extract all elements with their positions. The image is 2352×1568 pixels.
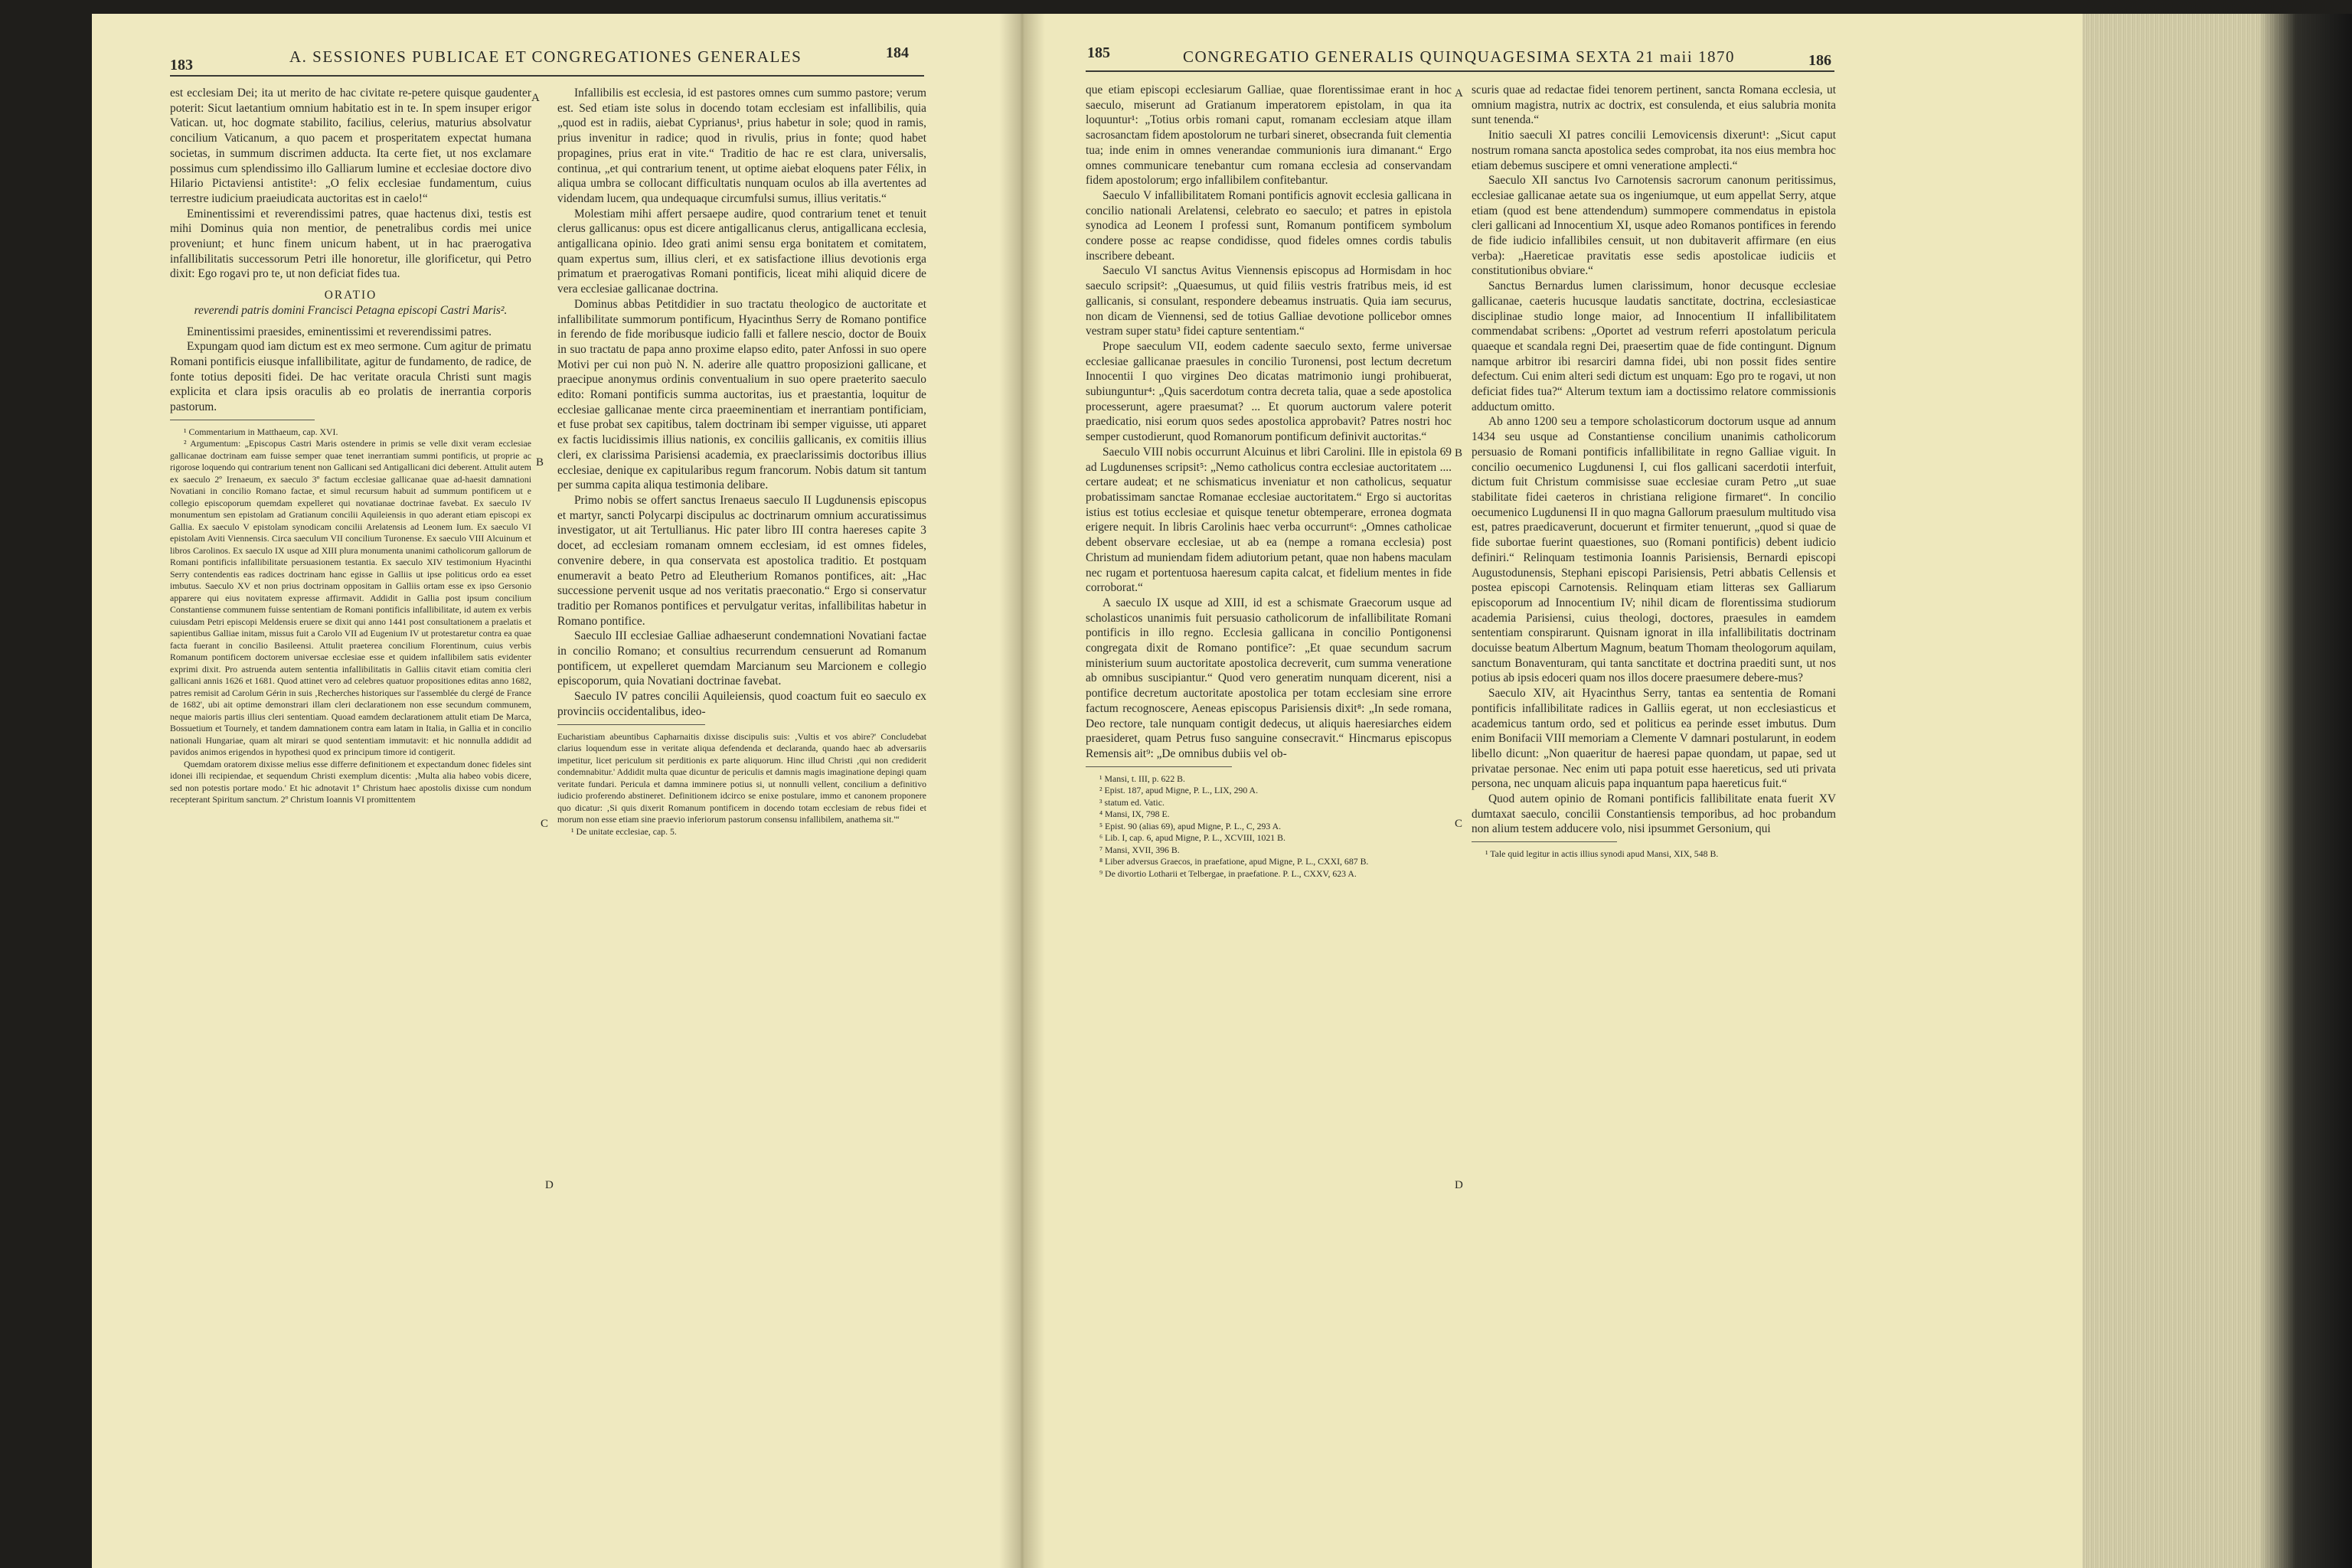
right-column-1 — [1086, 83, 1452, 1537]
margin-letter: B — [536, 456, 544, 469]
footnote: ⁵ Epist. 90 (alias 69), apud Migne, P. L., C, 293 A. — [1099, 820, 1282, 831]
paragraph: A saeculo IX usque ad XIII, id est a schismate Graecorum usque ad scholasticos unanimis fuit persuasio catholicorum de infallibilitate Romani pontificis in illo regno. Ecclesia gallicana in concilio Pontigonensi congregata dixit de Romano pontifice⁷: „Et quae secundum sacrum ministerium suum auctoritate apostolica decreverit, cum summa veneratione ab omnibus suscipiantur.“ Quod vero generatim nunquam dicerent, nisi a pontifice decretum auctoritate apostolica per totam ecclesiam sine errore factum recognoscere, Aeneas episcopus Parisiensis dixit⁸: „In sede romana, Deo rectore, tale nunquam contigit dedecus, ut aliquis haeresiarches eidem praesideret, quam Petrus fuso sanguine consecravit.“ Hincmarus episcopus Remensis ait⁹: „De omnibus dubiis vel ob- — [1086, 596, 1452, 760]
footnote: ³ statum ed. Vatic. — [1099, 796, 1165, 808]
footnote: Quemdam oratorem dixisse melius esse differre definitionem et expectandum donec fideles sint idonei illi recipiendae, et sequendum Christi exemplum dicentis: ‚Multa alia habeo vobis dicere, sed non potestis portare modo.' Et hic adnotavit 1º Christum haec apostolis dixisse cum nondum recepterant Spiritum sanctum. 2º Christum Ioannis VI promittentem — [170, 758, 531, 805]
footnotes — [557, 731, 926, 838]
margin-letter: A — [531, 92, 540, 104]
footnote: ¹ De unitate ecclesiae, cap. 5. — [571, 825, 677, 837]
footnote: ⁷ Mansi, XVII, 396 B. — [1099, 844, 1180, 855]
running-head-left: A. SESSIONES PUBLICAE ET CONGREGATIONES GENERALES — [289, 47, 802, 66]
footnote: ¹ Commentarium in Matthaeum, cap. XVI. — [184, 426, 338, 437]
left-column-1 — [170, 86, 531, 1540]
right-column-2 — [1472, 83, 1836, 1537]
footnotes — [1086, 773, 1452, 880]
paragraph: Prope saeculum VII, eodem cadente saeculo sexto, ferme universae ecclesiae gallicanae praesules in concilio Turonensi, post lectum decretum Innocentii I quo virgines Deo dicatas matrimonio iungi prohibuerat, subiunguntur⁴: „Quis sacerdotum contra decreta talia, quae a sede apostolica processerunt, agere praesumat? ... Et quorum auctorum valere poterit praedicatio, nisi eorum quos sedes apostolica approbavit? Patres nostri hoc semper custodierunt, quod Romanorum pontificum definivit auctoritas.“ — [1086, 339, 1452, 444]
footnote-rule — [1472, 841, 1617, 842]
running-head-right: CONGREGATIO GENERALIS QUINQUAGESIMA SEXTA 21 maii 1870 — [1183, 47, 1735, 66]
footnote-rule — [557, 724, 705, 725]
footnotes — [170, 426, 531, 806]
page-number: 184 — [886, 44, 909, 61]
footnote: ⁶ Lib. I, cap. 6, apud Migne, P. L., XCVIII, 1021 B. — [1099, 832, 1285, 844]
book-shadow — [2259, 14, 2352, 1568]
margin-letter: C — [1455, 818, 1463, 830]
paragraph: Primo nobis se offert sanctus Irenaeus saeculo II Lugdunensis episcopus et martyr, sancti Polycarpi discipulus ac doctrinarum omnium accuratissimus investigator, ut ait Tertullianus. Hic pater libro III contra haereses capite 3 docet, ad ecclesiam romanam omnem ecclesiam, id est omnes fideles, convenire debere, in qua conservata est apostolica traditio. Et postquam enumeravit a beato Petro ad Eleutherium Romanos pontifices, ait: „Hac successione pervenit usque ad nos veritatis praeconatio.“ Ergo si conservatur traditio per Romanos pontifices et pervulgatur veritas, infallibilitas habetur in Romano pontifice. — [557, 493, 926, 628]
footnote: ⁹ De divortio Lotharii et Telbergae, in praefatione. P. L., CXXV, 623 A. — [1099, 867, 1357, 879]
page-number: 185 — [1087, 44, 1110, 61]
paragraph: scuris quae ad redactae fidei tenorem pertinent, sancta Romana ecclesia, ut omnium magistra, nutrix ac doctrix, est consulenda, et eius salubria monita sunt tenenda.“ — [1472, 83, 1836, 127]
paragraph: Quod autem opinio de Romani pontificis fallibilitate enata fuerit XV dumtaxat saeculo, concilii Constantiensis temporibus, ad hoc probandum non alium testem adducere volo, nisi ipsummet Gersonium, qui — [1472, 792, 1836, 836]
book-gutter — [999, 14, 1045, 1568]
margin-letter: B — [1455, 447, 1463, 459]
paragraph: Eminentissimi et reverendissimi patres, quae hactenus dixi, testis est mihi Dominus quia non mentior, de penetralibus cordis mei unice proveniunt; et hunc finem unicum habent, ut in hac praerogativa infallibilitatis successorum Petri ille honoretur, ille glorificetur, qui Petro dixit: Ego rogavi pro te, ut non deficiat fides tua. — [170, 207, 531, 281]
paragraph: Infallibilis est ecclesia, id est pastores omnes cum summo pastore; verum est. Sed etiam iste solus in docendo totam ecclesiam est infallibilis, quia „quod est in radiis, aiebat Cyprianus¹, prius habetur in sole; quod in ramis, prius invenitur in radice; quod in rivulis, prius in fonte; quod habet propagines, prius erat in vite.“ Traditio de hac re est clara, universalis, continua, „et qui contrarium tenent, ut optime aiebat eloquens pater Félix, in aliqua umbra se collocant difficultatis nunquam oculos ab illa avertentes ad videndam lucem, qua undequaque circumfulsi sumus, illius veritatis.“ — [557, 87, 926, 205]
paragraph: Ab anno 1200 seu a tempore scholasticorum doctorum usque ad annum 1434 seu usque ad Constantiense concilium unanimis catholicorum persuasio de Romani pontificis infallibilitate in regno Galliae viguit. In concilio oecumenico Lugdunensi I, cui flos gallicani sacerdotii interfuit, dictum fuit Christum commisisse suae ecclesiae curam Petro „ut suae stabilitate fidei caeteros in christiana religione firmaret“. In concilio oecumenico Lugdunensi II in quo magna Gallorum praesulum multitudo visa est, patres praedicaverunt, docuerunt et firmiter tenuerunt, „quod si quae de fide subortae fuerint quaestiones, suo (Romani pontificis) debent iudicio definiri.“ Relinquam testimonia Ioannis Parisiensis, Bernardi episcopi Augustodunensis, Stephani episcopi Parisiensis, Petri abbatis Cellensis et postea episcopi Carnotensis. Relinquam etiam litteras sex Galliarum episcoporum ad Innocentium IV; nihil dicam de florentissima studiorum academia Parisiensi, cuius theologi, doctores, praesules in eamdem sententiam conspirarunt. Quisnam ignorat in illa infallibilitatis doctrinam docuisse beatum Albertum Magnum, beatum Thomam theologorum aquilam, sanctum Bonaventuram, qui tanta sanctitate et doctrina praediti sunt, ut nos potius ab ipsis edoceri quam nos illos docere praesumere debere-mus? — [1472, 415, 1836, 685]
paragraph: Dominus abbas Petitdidier in suo tractatu theologico de auctoritate et infallibilitate summorum pontificum, Hyacinthus Serry de Romano pontifice in ferendo de fide moribusque iudicio falli et fallere nescio, doctor de Bouix in suo tractatu de papa anno proxime elapso edito, pater Anfossi in suo opere Motivi per cui non può N. N. aderire alle quattro proposizioni gallicane, et praecipue anonymus ordinis conventualium in suo opere praeterito saeculo edito: Romani pontificis summa auctoritas, ius et praestantia, loquitur de ecclesiae gallicanae mente circa praeeminentiam et inerrantiam pontificiam, et fuse probat sex capitibus, talem doctrinam ibi semper viguisse, uti apparet ex factis lucidissimis illius nationis, ex conciliis gallicanis, ex comitiis illius cleri, ex clarissima Parisiensi academia, ex praeclarissimis doctoribus illius ecclesiae, denique ex capitularibus regum francorum. Nobis datum sit tantum per summa capita aliqua testimonia delibare. — [557, 297, 926, 492]
paragraph: Saeculo III ecclesiae Galliae adhaeserunt condemnationi Novatiani factae in concilio Romano; et consultius recurrendum censuerunt ad Romanum pontificem, ut expelleret quemdam Marcianum seu Marcionem e collegio episcoporum, quia Novatiani doctrinae favebat. — [557, 629, 926, 688]
paragraph: Saeculo XII sanctus Ivo Carnotensis sacrorum canonum peritissimus, ecclesiae gallicanae aetate sua os ingeniumque, ut eum appellat Serry, atque etiam (quod est bene attendendum) summopere commendatus in epistola cleri gallicani ad Innocentium XI, usque adeo Romanos pontifices in ferendo de fide iudicio infallibiles censuit, ut non dubitaverit affirmare (en eius verba): „Haereticae pravitatis esse sedis apostolicae iudiciis et constitutionibus obviare.“ — [1472, 174, 1836, 278]
page-number: 183 — [170, 57, 193, 74]
paragraph: Saeculo IV patres concilii Aquileiensis, quod coactum fuit eo saeculo ex provinciis occidentalibus, ideo- — [557, 690, 926, 718]
paragraph: Saeculo V infallibilitatem Romani pontificis agnovit ecclesia gallicana in concilio nationali Arelatensi, celebrato eo saeculo; et patres in epistola synodica ad Leonem I professi sunt, Romanum pontificem symbolum condere posse ac reapse condidisse, quod fideles omnes cordis tabulis inscribere debeant. — [1086, 188, 1452, 263]
paragraph: Initio saeculi XI patres concilii Lemovicensis dixerunt¹: „Sicut caput nostrum romana sancta apostolica sedes comprobat, ita nos eius membra hoc etiam debemus suscipere et omni veneratione amplecti.“ — [1472, 129, 1836, 172]
footnote: ¹ Tale quid legitur in actis illius synodi apud Mansi, XIX, 548 B. — [1485, 848, 1719, 860]
header-rule — [1086, 70, 1834, 72]
paragraph: que etiam episcopi ecclesiarum Galliae, quae florentissimae erant in hoc saeculo, miserunt ad Gratianum imperatorem epistolam, in qua ita loquuntur¹: „Totius orbis romani caput, romanam ecclesiam atque illam sacrosanctam fidem apostolorum ne turbari sineret, obsecranda fuit clementia tua; inde enim in omnes venerandae communionis iura dimanant.“ Ergo omnes communicare tenebantur cum romana ecclesia ad conservandam fidem apostolorum; ergo infallibilem confitebantur. — [1086, 83, 1452, 188]
footnote-rule — [1086, 766, 1232, 767]
footnote: ⁴ Mansi, IX, 798 E. — [1099, 808, 1170, 820]
paragraph: Saeculo XIV, ait Hyacinthus Serry, tantas ea sententia de Romani pontificis infallibilitate radices in Galliis egerat, ut non ecclesiasticus et academicus tantum ordo, sed et politicus ea perinde esset imbutus. Dum enim Bonifacii VIII memoriam a Clemente V damnari postularunt, in eodem libello dicunt: „Non quaeritur de haeresi papae quondam, ut papae, sed ut privatae personae. Nec enim uti papa potuit esse haereticus, sed uti privata persona, nec unquam alicuis papa inquantum papa haereticus fuit.“ — [1472, 687, 1836, 791]
page-number: 186 — [1808, 52, 1831, 69]
margin-letter: D — [1455, 1179, 1463, 1191]
footnote: ² Epist. 187, apud Migne, P. L., LIX, 290 A. — [1099, 785, 1259, 796]
footnote: ² Argumentum: „Episcopus Castri Maris ostendere in primis se velle dixit veram ecclesiae gallicanae doctrinam eam fuisse semper quae tenet inerrantiam summi pontificis, ut proprie ac rigorose loquendo qui contrarium tenent non Gallicani sed Antigallicani dici deberent. Attulit autem ex saeculo 2º Irenaeum, ex saeculo 3º factum ecclesiae gallicanae quae ad-haesit damnationi Novatiani in concilio Romano factae, et simul recursum habuit ad summum pontificem ut e collegio episcoporum quemdam expelleret qui novatianae doctrinae favebat. Ex saeculo IV monumentum sen epistolam ad Gratianum concilii Aquileiensis in quo aderant etiam episcopi ex Gallia. Ex saeculo V epistolam synodicam concilii Arelatensis ad Leonem Ium. Ex saeculo VI epistolam Aviti Viennensis. Circa saeculum VII concilium Turonense. Ex saeculo VIII Alcuinum et libros Carolinos. Ex saeculo IX usque ad XIII plura monumenta unanimi catholicorum gallorum de Romani pontificis infallibilitate persuasionem testantia. Ex saeculo XIV testimonium Hyacinthi Serry contendentis eas radices doctrinam hanc egisse in Galliis ut ipse politicus ordo ea esset imbutus. Saeculo XV et non prius doctrinam oppositam in Galliis ortam esse ex ipso Gersonio apparere qui eius novitatem expresse affirmavit. Addidit in Gallia post ipsum concilium Constantiense communem fuisse sententiam de Romani pontificis infallibilitate, id autem ex verbis cuiusdam Petri episcopi Meldensis eruere se dixit qui anno 1441 post consultationem a praelatis et sapientibus Galliae initam, missus fuit a Carolo VII ad Eugenium IV ut protestaretur contra ea quae facta fuerant in concilio Basileensi. Attulit praeterea concilium Florentinum, cuius verbis Romanum pontificem doctorem universae ecclesiae esse et quidem infallibilem satis evidenter exprimi dixit. Pro astruenda autem sententia infallibilitatis in Galliis citavit etiam comitia cleri gallicani annis 1626 et 1681. Quod attinet vero ad celebres quatuor propositiones editas anno 1682, patres remisit ad Carolum Gérin in suis ‚Recherches historiques sur l'assemblée du clergé de France de 1682', ubi ait optime demonstrari illam cleri declarationem non esse secundum communem, neque maioris partis illius cleri sententiam. Quoad eamdem declarationem attulit etiam De Marca, Bossuetium et Tournely, et tandem damnationem contra eam latam in Italia, in Gallia et in concilio nationali Hungariae, quam alt mirari se quod sententiam immutavit: et hic nonnulla addidit ad pavidos animos erigendos in hypothesi quod ex principum timore id contigerit. — [170, 438, 531, 758]
footnote: ¹ Mansi, t. III, p. 622 B. — [1099, 773, 1185, 784]
footnotes — [1472, 848, 1836, 861]
paragraph: Saeculo VIII nobis occurrunt Alcuinus et libri Carolini. Ille in epistola 69 ad Lugdunenses scripsit⁵: „Nemo catholicus contra ecclesiae auctoritatem .... certare audeat; et ne schismaticus inveniatur et non catholicus, sequatur probatissimam sanctae Romanae ecclesiae auctoritatem.“ Ergo si auctoritas istius est totius ecclesiae et quisque tenetur obtemperare, erronea dogmata erigere nequit. In libris Carolinis haec verba occurrunt⁶: „Omnes catholicae debent observare ecclesiae, ut ab ea (nempe a romana ecclesia) post Christum ad muniendam fidem adiutorium petant, quae non habens maculam nec rugam et portentuosa haeresum capita calcat, et fidelium mentes in fide corroborat.“ — [1086, 445, 1452, 595]
paragraph: Eminentissimi praesides, eminentissimi et reverendissimi patres. — [187, 325, 492, 338]
paragraph: Expungam quod iam dictum est ex meo sermone. Cum agitur de primatu Romani pontificis eiusque infallibilitate, agitur de fundamento, de radice, de fonte totius depositi fidei. De hac veritate oracula Christi sunt magis explicita et clara ipsis oraculis ab eo prolatis de inerrantia corporis pastorum. — [170, 340, 531, 414]
section-title: ORATIO — [324, 289, 377, 302]
header-rule — [170, 75, 924, 77]
margin-letter: A — [1455, 87, 1463, 100]
paragraph: Molestiam mihi affert persaepe audire, quod contrarium tenet et tenuit clerus gallicanus: opus est dicere antigallicanus clerus, antigallicana ecclesia, antigallicana opinio. Ideo grati animi sensu erga bonitatem et comitatem, quam expertus sum, illius cleri, et ex satisfactione illius devotionis erga primatum et praerogativas Romani pontificis, liceat mihi aliquid dicere de vera ecclesiae gallicanae doctrina. — [557, 207, 926, 296]
margin-letter: D — [545, 1179, 554, 1191]
paragraph: Sanctus Bernardus lumen clarissimum, honor decusque ecclesiae gallicanae, caeteris hucusque laudatis sanctitate, doctrina, ecclesiasticae disciplinae studio longe maior, ad Innocentium II infallibilitatem commendabat scribens: „Oportet ad vestrum referri apostolatum pericula quaeque et scandala regni Dei, praesertim quae de fide contingunt. Dignum namque arbitror ibi resarciri damna fidei, ubi non possit fides sentire defectum. Cui enim alteri sedi dictum est unquam: Ego pro te rogavi, ut non deficiat fides tua?“ Alterum textum iam a doctissimo relatore commissionis adductum omitto. — [1472, 279, 1836, 413]
margin-letter: C — [541, 818, 549, 830]
paragraph: est ecclesiam Dei; ita ut merito de hac civitate re-petere quisque gaudenter poterit: Sicut laetantium omnium habitatio est in te. In spem insuper erigor Vatican. ut, hoc dogmate stabilito, facilius, celerius, maturius absolvatur concilium Vaticanum, a quo pacem et prosperitatem expectat humana societas, in summum discrimen adducta. Ita certe fiet, ut nos exclamare possimus cum splendissimo illo Galliarum lumine et ecclesiae doctore divo Hilario Pictaviensi antistite¹: „O felix ecclesiae fundamentum, cuius terrestre iudicium praeiudicata auctoritas est in caelo!“ — [170, 87, 531, 205]
paragraph: Saeculo VI sanctus Avitus Viennensis episcopus ad Hormisdam in hoc saeculo scripsit²: „Quaesumus, ut quid filiis vestris fratribus meis, id est gallicanis, si consulant, respondere debeamus instruatis. Quia iam securus, non dicam de Viennensi, sed de totius Galliae devotione pollicebor omnes vestram super statu³ fidei capture sententiam.“ — [1086, 264, 1452, 338]
left-column-2 — [557, 86, 926, 1540]
section-subtitle: reverendi patris domini Francisci Petagna episcopi Castri Maris². — [194, 303, 508, 317]
footnote: ⁸ Liber adversus Graecos, in praefatione, apud Migne, P. L., CXXI, 687 B. — [1099, 856, 1369, 867]
footnote: Eucharistiam abeuntibus Capharnaitis dixisse discipulis suis: ‚Vultis et vos abire?' Concludebat clarius loquendum esse in veritate aliqua defendenda et declaranda, quando haec ab adversariis impetitur, licet periculum sit perditionis ex parte aliquorum. Hinc illud Christi ‚qui non crediderit condemnabitur.' Addidit multa quae dicuntur de periculis et damnis magis imaginatione depingi quam veritate fundari. Pericula et damna imminere potius si, ut nonnulli vellent, concilium a definitivo iudicio proferendo abstineret. Definitionem idcirco se enixe postulare, immo et canonem proponere quo dicatur: ‚Si quis dixerit Romanum pontificem in docendo totam ecclesiam de rebus fidei et morum non esse etiam sine praevio inferiorum pastorum consensu infallibilem, anathema sit.'“ — [557, 730, 926, 825]
